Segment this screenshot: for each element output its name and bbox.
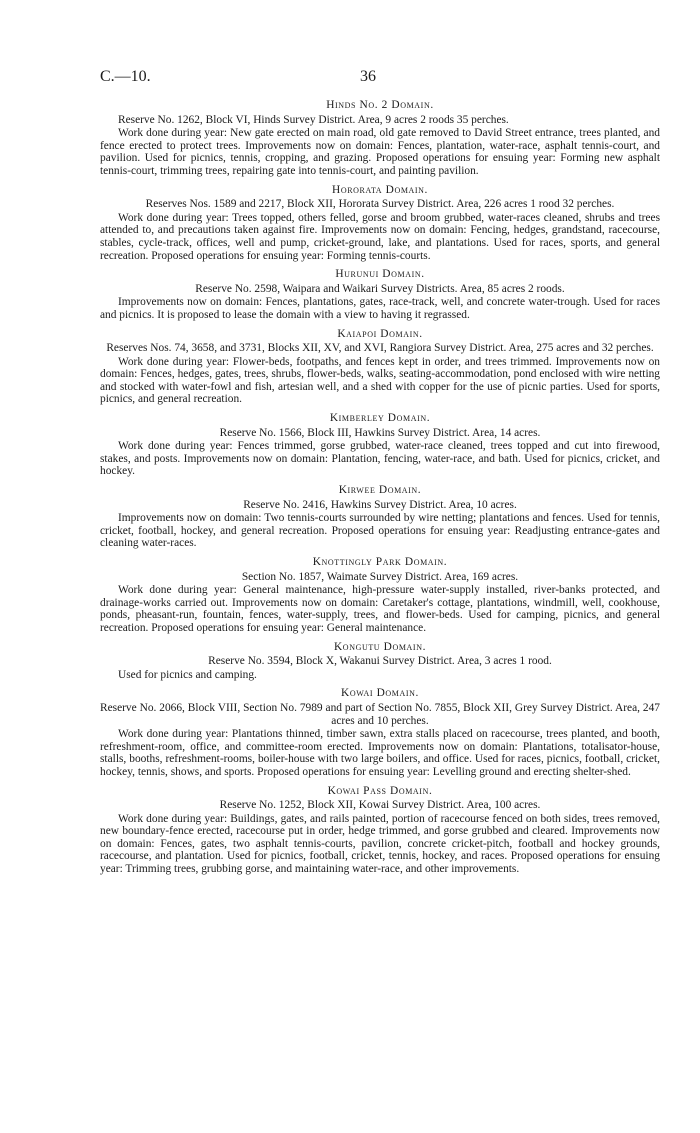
domain-paragraph: Work done during year: New gate erected on main road, old gate removed to David Street entrance, trees planted, and fence erected to protect trees. Improvements now on domain: Fences, plantation, water-race, asphalt tennis-court, and pavilion. Used for picnics, tennis, cropping, and grazing. Proposed operations for ensuing year: Forming new asphalt tennis-court, trimming trees, repairing gate into tennis-court, and painting pavilion. <box>100 127 660 177</box>
domain-section <box>100 556 660 635</box>
domain-section <box>100 328 660 407</box>
domain-heading: Kaiapoi Domain. <box>337 327 423 340</box>
domain-paragraph: Work done during year: Flower-beds, footpaths, and fences kept in order, and trees trimmed. Improvements now on domain: Fences, hedges, gates, trees, shrubs, flower-beds, walks, seating-accommodation, pond enclosed with wire netting and stocked with water-fowl and fish, artesian well, and a shed with copper for the use of picnic parties. Used for sports, picnics, and general recreation. <box>100 355 660 406</box>
domain-paragraph: Work done during year: Trees topped, others felled, gorse and broom grubbed, water-races cleaned, shrubs and trees attended to, and precautions taken against fire. Improvements now on domain: Fencing, hedges, grandstand, racecourse, stables, cycle-track, offices, well and pump, cricket-ground, lake, and plantations. Used for races, sports, and general recreation. Proposed operations for ensuing year: Forming tennis-courts. <box>100 211 660 262</box>
domain-heading: Kirwee Domain. <box>338 484 422 497</box>
domain-paragraph: Work done during year: Buildings, gates, and rails painted, portion of racecourse fenced on both sides, trees removed, new boundary-fence erected, racecourse put in order, hedge trimmed, and gorse grubbed and cleared. Improvements now on domain: Fences, gates, two asphalt tennis-courts, pavilion, concrete cricket-pitch, football and hockey grounds, racecourse, and plantation. Used for picnics, football, cricket, tennis, hockey, and races. Proposed operations for ensuing year: Trimming trees, grubbing gorse, and maintaining water-race, and other improvements. <box>100 812 660 876</box>
domain-paragraph: Work done during year: Plantations thinned, timber sawn, extra stalls placed on racecourse, trees planted, and booth, refreshment-room, office, and committee-room erected. Improvements now on domain: Plantations, totalisator-house, stalls, booths, refreshment-rooms, boiler-house with two large boilers, and office. Used for races, picnics, football, cricket, hockey, tennis, shows, and sports. Proposed operations for ensuing year: Levelling ground and erecting shelter-shed. <box>100 728 660 778</box>
reserve-description: Reserve No. 2066, Block VIII, Section No. 7989 and part of Section No. 7855, Block XII, Grey Survey District. Area, 247 acres and 10 perches. <box>100 701 660 727</box>
domain-section <box>100 785 660 876</box>
reserve-description: Reserves Nos. 1589 and 2217, Block XII, Hororata Survey District. Area, 226 acres 1 rood 32 perches. <box>145 198 615 211</box>
reserve-description: Reserve No. 1262, Block VI, Hinds Survey District. Area, 9 acres 2 roods 35 perches. <box>118 113 509 126</box>
domain-section <box>100 184 660 263</box>
domain-section <box>100 412 660 478</box>
domain-heading: Hinds No. 2 Domain. <box>326 99 434 111</box>
domain-heading: Knottingly Park Domain. <box>312 556 448 568</box>
domain-section <box>100 99 660 178</box>
page-number: 36 <box>360 68 376 85</box>
domain-heading: Kongutu Domain. <box>333 640 427 653</box>
reserve-description: Reserves Nos. 74, 3658, and 3731, Blocks XII, XV, and XVI, Rangiora Survey District. Area, 275 acres and 32 perches. <box>106 342 654 355</box>
report-reference: C.—10. <box>100 68 151 85</box>
domain-paragraph: Work done during year: General maintenance, high-pressure water-supply installed, river-banks protected, and drainage-works carried out. Improvements now on domain: Caretaker's cottage, plantations, windmill, well, cookhouse, ponds, pheasant-run, fountain, fences, water-supply, trees, and flower-beds. Used for camping, picnics, and general recreation. Proposed operations for ensuing year: General maintenance. <box>100 584 660 634</box>
domain-heading: Hororata Domain. <box>332 183 428 196</box>
domain-paragraph: Improvements now on domain: Two tennis-courts surrounded by wire netting; plantations and fences. Used for tennis, cricket, football, hockey, and general recreation. Proposed operations for ensuing year: Readjusting entrance-gates and cleaning water-races. <box>100 512 660 550</box>
domain-section <box>100 687 660 778</box>
running-head <box>100 68 630 92</box>
domain-heading: Kowai Domain. <box>341 687 419 700</box>
domain-heading: Kimberley Domain. <box>329 412 431 425</box>
domain-heading: Kowai Pass Domain. <box>327 784 433 797</box>
domain-list <box>100 99 660 876</box>
reserve-description: Reserve No. 2598, Waipara and Waikari Survey Districts. Area, 85 acres 2 roods. <box>195 282 565 295</box>
reserve-description: Section No. 1857, Waimate Survey District. Area, 169 acres. <box>241 570 519 583</box>
domain-heading: Hurunui Domain. <box>335 268 425 281</box>
reserve-description: Reserve No. 1252, Block XII, Kowai Survey District. Area, 100 acres. <box>219 799 541 812</box>
reserve-description: Reserve No. 2416, Hawkins Survey District. Area, 10 acres. <box>243 498 517 511</box>
reserve-description: Reserve No. 3594, Block X, Wakanui Survey District. Area, 3 acres 1 rood. <box>208 655 552 668</box>
domain-paragraph: Improvements now on domain: Fences, plantations, gates, race-track, well, and concrete water-trough. Used for races and picnics. It is proposed to lease the domain with a view to having it regrassed. <box>100 296 660 321</box>
domain-paragraph: Used for picnics and camping. <box>118 668 257 681</box>
domain-section <box>100 484 660 550</box>
reserve-description: Reserve No. 1566, Block III, Hawkins Survey District. Area, 14 acres. <box>219 426 541 439</box>
domain-paragraph: Work done during year: Fences trimmed, gorse grubbed, water-race cleaned, trees topped and cut into firewood, stakes, and posts. Improvements now on domain: Plantation, fencing, water-race, and bath. Used for picnics, cricket, and hockey. <box>100 440 660 478</box>
domain-section <box>100 641 660 682</box>
domain-section <box>100 268 660 321</box>
